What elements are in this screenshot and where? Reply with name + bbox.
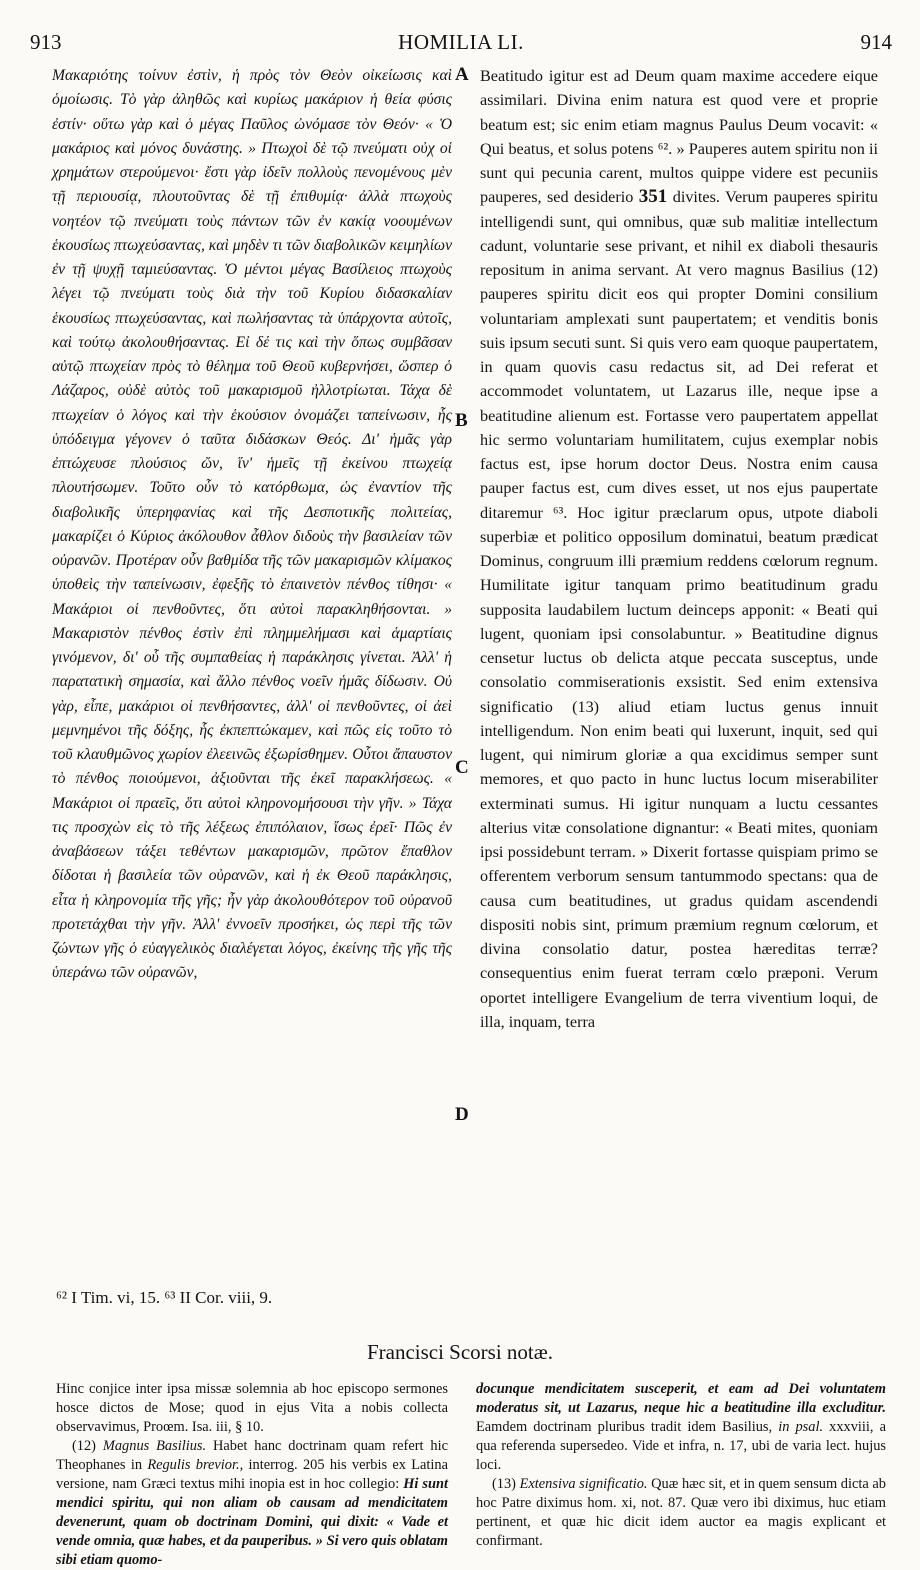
- greek-text: Μακαριότης τοίνυν ἐστὶν, ἡ πρὸς τὸν Θεὸν οἰκείωσις καὶ ὁμοίωσις. Τὸ γὰρ ἀληθῶς καὶ κυρίως μακάριον ἡ θεία φύσις ἐστίν· οὕτω γὰρ καὶ ὁ μέγας Παῦλος ὠνόμασε τὸν Θεόν· « Ὁ μακάριος καὶ μόνος δυνάστης. » Πτωχοὶ δὲ τῷ πνεύματι οὐχ οἱ χρημάτων στερούμενοι· ἔστι γὰρ ἰδεῖν πολλοὺς πενομένους μὲν τῇ περιουσίᾳ, πλουτοῦντας δὲ τῇ ἐπιθυμίᾳ· ἀλλὰ πτωχοὺς νοητέον τῷ πνεύματι τοὺς πάντων τῶν ἐν κακίᾳ νοουμένων ἑκουσίως πτωχεύσαντας, καὶ μηδὲν τι τῶν διαβολικῶν κειμηλίων ἐν τῇ ψυχῇ ταμιεύσαντας. Ὁ μέντοι μέγας Βασίλειος πτωχοὺς λέγει τῷ πνεύματι τοὺς διὰ τὴν τοῦ Κυρίου διδασκαλίαν ἑκουσίως πτωχεύσαντας, καὶ πωλήσαντας τὰ ὑπάρχοντα αὐτοῖς, καὶ τούτῳ ἀκολουθήσαντας. Εἰ δέ τις καὶ τὴν ὅπως συμβᾶσαν αὐτῷ πτωχείαν πρὸς τὸ θέλημα τοῦ Θεοῦ κυβερνήσει, ὥσπερ ὁ Λάζαρος, οὐδὲ αὐτὸς τοῦ μακαρισμοῦ ἠλλοτρίωται. Τάχα δὲ πτωχείαν ὁ λόγος καὶ τὴν ἑκούσιον ὀνομάζει ταπείνωσιν, ἧς ὑπόδειγμα γέγονεν ὁ ταῦτα διδάσκων Θεός. Δι' ἡμᾶς γὰρ ἐπτώχευσε πλούσιος ὤν, ἵν' ἡμεῖς τῇ ἐκείνου πτωχείᾳ πλουτήσωμεν. Τοῦτο οὖν τὸ κατόρθωμα, ὡς ἐναντίον τῆς διαβολικῆς ὑπερηφανίας καὶ τῆς Δεσποτικῆς πολιτείας, μακαρίζει ὁ Κύριος ἀκόλουθον ἆθλον διδοὺς τὴν βασιλείαν τῶν οὐρανῶν. Προτέραν οὖν βαθμίδα τῆς τῶν μακαρισμῶν κλίμακος ὑποθεὶς τὴν ταπείνωσιν, ἐφεξῆς τὸ ἐπαινετὸν πένθος τίθησι· « Μακάριοι οἱ πενθοῦντες, ὅτι αὐτοὶ παρακληθήσονται. » Μακαριστὸν πένθος ἐστὶν ἐπὶ πλημμελήμασι καὶ ἁμαρτίαις γινόμενον, δι' οὗ τῆς συμπαθείας ἡ παράκλησις γίνεται. Ἀλλ' ἡ παρατατικὴ σημασία, καὶ ἄλλο πένθος νοεῖν ἡμᾶς δίδωσιν. Οὐ γὰρ, εἶπε, μακάριοι οἱ πενθήσαντες, ἀλλ' οἱ πενθοῦντες, οἱ ἀεὶ μεμνημένοι τῆς δόξης, ἧς ἐκπεπτώκαμεν, καὶ πῶς εἰς τοῦτο τὸ τοῦ κλαυθμῶνος χωρίον ἐλεεινῶς ἐξωρίσθημεν. Οὗτοι ἄπαυστον τὸ πένθος ποιούμενοι, ἀξιοῦνται τῆς ἐκεῖ παρακλήσεως. « Μακάριοι οἱ πραεῖς, ὅτι αὐτοὶ κληρονομήσουσι τὴν γῆν. » Τάχα τις προσχὼν εἰς τὸ τῆς λέξεως ἐπιπόλαιον, ἴσως ἐρεῖ· Πῶς ἐν ἀναβάσεων τάξει τεθέντων μακαρισμῶν, πρῶτον ἔπαθλον δίδοται ἡ βασιλεία τῶν οὐρανῶν, καὶ ἡ ἐκ Θεοῦ παράκλησις, εἶτα ἡ κληρονομία τῆς γῆς; ἦν γὰρ ἀκολουθότερον τοῦ οὐρανοῦ προτετάχθαι τὴν γῆν. Ἀλλ' ἐννοεῖν προσήκει, ὡς περὶ τῆς τῶν ζώντων γῆς ὁ εὐαγγελικὸς διαλέγεται λόγος, ἐκείνης τῆς γῆς τῆς ὑπεράνω τῶν οὐρανῶν,: [52, 67, 452, 982]
- section-marker-b: B: [455, 410, 468, 431]
- note-12-text-b: , interrog. 205 his verbis ex Latina versione, nam Græci textus mihi inopia est in hoc collegio:: [56, 1457, 448, 1492]
- note-12-continued: [476, 1380, 886, 1475]
- page-number-right: 914: [860, 30, 892, 54]
- note-12-label: Magnus Basilius.: [102, 1438, 207, 1454]
- note-12-number: (12): [72, 1438, 103, 1454]
- greek-text-column: [52, 64, 452, 986]
- section-marker-d: D: [455, 1104, 469, 1125]
- notes-right-column: [476, 1380, 886, 1551]
- note-12-text-c: Eamdem doctrinam pluribus tradit idem Basilius,: [476, 1419, 779, 1435]
- note-13-label: Extensiva significatio.: [519, 1476, 648, 1492]
- latin-text: [480, 64, 878, 1034]
- page-header: [30, 30, 892, 56]
- latin-text-part1: Beatitudo igitur est ad Deum quam maxime accedere eique assimilari. Divina enim natura est quod vere et proprie beatum est; sic enim etiam magnus Paulus Deum vocavit: « Qui beatus, et solus potens ⁶². » Pauperes autem spiritu non ii sunt qui pecunia carent, multos quippe videre est pecuniis pauperes, sed desiderio: [480, 67, 878, 207]
- note-12-quote-cont: docunque mendicitatem susceperit, et eam ad Dei voluntatem moderatus sit, ut Lazarus, neque hic a beatitudine illa excluditur.: [476, 1381, 886, 1416]
- latin-text-column: [480, 64, 878, 1034]
- column-number: 351: [638, 186, 668, 208]
- section-marker-a: A: [455, 64, 469, 85]
- note-12-quote: Hi sunt mendici spiritu, qui non aliam ob causam ad mendicitatem devenerunt, quam ob doctrinam Domini, qui dixit: « Vade et vende omnia, quæ habes, et da pauperibus. » Si vero quis oblatam sibi etiam quomo-: [56, 1476, 448, 1568]
- text-footnotes: ⁶² I Tim. vi, 15. ⁶³ II Cor. viii, 9.: [56, 1288, 273, 1307]
- page-number-left: 913: [30, 30, 62, 54]
- note-12-ref: Regulis brevior.: [147, 1457, 240, 1473]
- note-12-ref-psal: in psal.: [778, 1419, 824, 1435]
- note-intro: Hinc conjice inter ipsa missæ solemnia ab hoc episcopo sermones hosce dictos de Mose; quod in ejus Vita a nobis collecta observavimus, Proœm. Isa. iii, § 10.: [56, 1381, 448, 1435]
- section-marker-c: C: [455, 757, 469, 778]
- note-12-text-d: xxxviii, a qua referenda supersedeo. Vide et infra, n. 17, ubi de varia lect. hujus loci.: [476, 1419, 886, 1473]
- notes-title: Francisci Scorsi notæ.: [366, 1340, 554, 1364]
- note-12-text-a: Habet hanc doctrinam quam refert hic Theophanes in: [56, 1438, 448, 1473]
- note-13-number: (13): [492, 1476, 520, 1492]
- running-title: HOMILIA LI.: [398, 30, 524, 54]
- latin-text-part2: divites. Verum pauperes spiritu intelligendi sunt, qui omnibus, quæ sub malitiæ intellectum cadunt, voluntarie sese privant, et nihil ex diaboli thesauris repositum in anima servant. At vero magnus Basilius (12) pauperes spiritu dicit eos qui propter Domini consilium voluntariam amplexati sunt paupertatem; et venditis bonis suis ipsum secuti sunt. Si quis vero eam quoque paupertatem, in quam quovis casu redactus sit, ad Dei referat et accommodet voluntatem, ut Lazarus ille, neque ipse a beatitudine alienum est. Fortasse vero paupertatem appellat hic sermo voluntariam humilitatem, cujus exemplar nobis factus est, ipse horum doctor Deus. Nostra enim causa pauper factus est, cum dives esset, ut nos ejus paupertate ditaremur ⁶³. Hoc igitur præclarum opus, utpote diaboli superbiæ et politico opposilum dominatui, beatum prædicat Dominus, congruum illi præmium reddens cœlorum regnum. Humilitate igitur tanquam primo beatitudinum gradu supposita laudabilem luctum deinceps apponit: « Beati qui lugent, quoniam ipsi consolabuntur. » Beatitudine dignus censetur luctus ob delicta atque peccata susceptus, unde consolatio commiserationis exsistit. Sed enim extensiva significatio (13) aliud etiam luctus genus innuit intelligendum. Non enim beati qui luxerunt, inquit, sed qui lugent, qui nimirum gloriæ a qua excidimus semper sunt memores, et quo pacto in hunc luctus locum miserabiliter exterminati sumus. Hi igitur nunquam a luctu cessantes alterius vitæ consolatione dignantur: « Beati mites, quoniam ipsi possidebunt terram. » Dixerit fortasse quispiam primo se offerentem verborum sensum tantummodo spectans: qua de causa cum beatitudines, ut gradus quidam ascendendi dispositi nobis sint, primum præmium regnum cœlorum, et divina consolatio datur, postea hæreditas terræ? consequentius enim fuerat terram cœlo præponi. Verum oportet intelligere Evangelium de terra viventium loqui, de illa, inquam, terra: [480, 188, 878, 1031]
- notes-left-column: [56, 1380, 448, 1570]
- note-12: [56, 1437, 448, 1570]
- note-13-text: Quæ hæc sit, et in quem sensum dicta ab hoc Patre diximus hom. xi, not. 87. Quæ vero ibi diximus, huc etiam pertinent, et quæ hic dicit idem auctor ea magis explicant et confirmant.: [476, 1476, 886, 1549]
